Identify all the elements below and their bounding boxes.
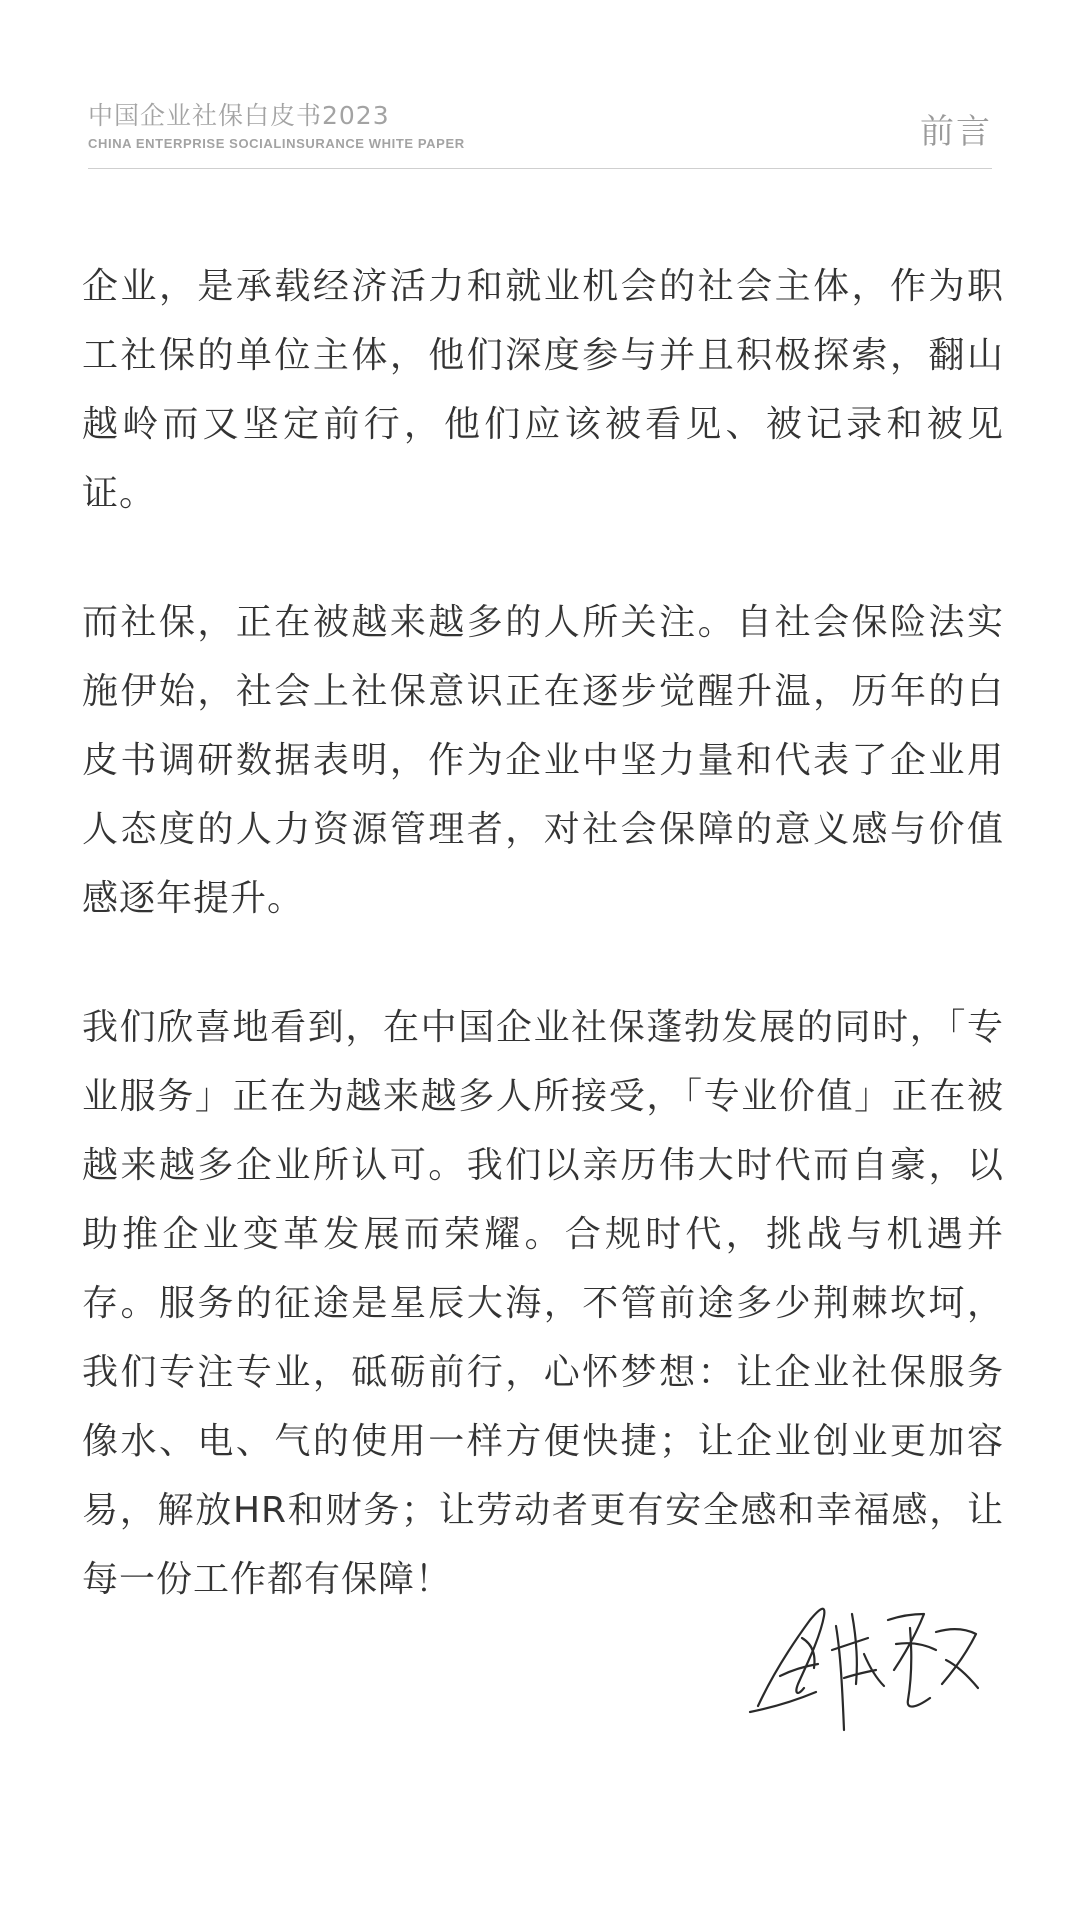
header-subtitle: CHINA ENTERPRISE SOCIALINSURANCE WHITE PAPER	[88, 136, 465, 151]
section-title: 前言	[920, 112, 992, 152]
preface-body	[82, 252, 1004, 1674]
paragraph-3: 我们欣喜地看到，在中国企业社保蓬勃发展的同时，「专业服务」正在为越来越多人所接受，「专业价值」正在被越来越多企业所认可。我们以亲历伟大时代而自豪，以助推企业变革发展而荣耀。合规时代，挑战与机遇并存。服务的征途是星辰大海，不管前途多少荆棘坎坷，我们专注专业，砥砺前行，心怀梦想：让企业社保服务像水、电、气的使用一样方便快捷；让企业创业更加容易，解放HR和财务；让劳动者更有安全感和幸福感，让每一份工作都有保障！	[82, 1007, 1004, 1600]
header-title: 中国企业社保白皮书2023	[88, 101, 390, 130]
paragraph-2: 而社保，正在被越来越多的人所关注。自社会保险法实施伊始，社会上社保意识正在逐步觉醒升温，历年的白皮书调研数据表明，作为企业中坚力量和代表了企业用人态度的人力资源管理者，对社会保障的意义感与价值感逐年提升。	[82, 602, 1004, 919]
signature-icon	[740, 1580, 990, 1750]
page-header	[88, 96, 992, 169]
paragraph-1: 企业，是承载经济活力和就业机会的社会主体，作为职工社保的单位主体，他们深度参与并且积极探索，翻山越岭而又坚定前行，他们应该被看见、被记录和被见证。	[82, 266, 1004, 514]
